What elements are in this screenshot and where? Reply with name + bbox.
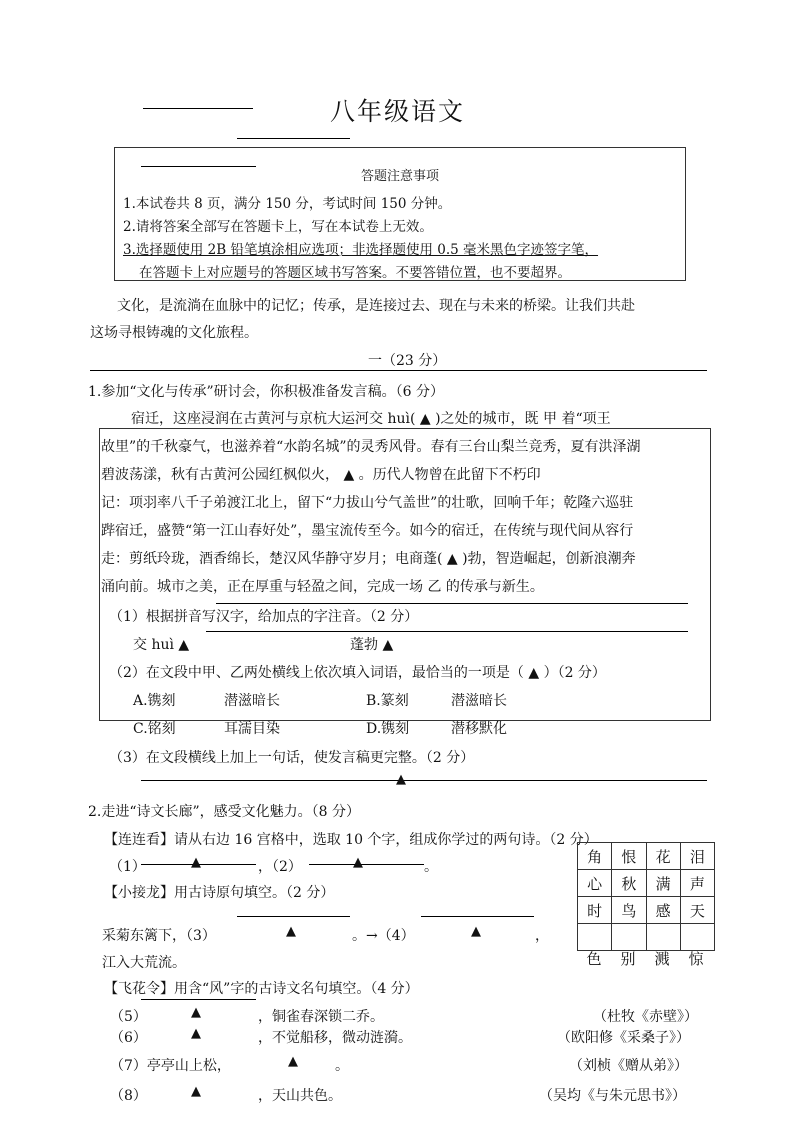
grid-cell <box>680 924 714 951</box>
grid-cell <box>578 924 612 951</box>
q1-sub2: （2）在文段中甲、乙两处横线上依次填入词语，最恰当的一项是（ ▲ ）（2 分） <box>109 665 606 681</box>
passage-line: 涌向前。城市之美，正在厚重与轻盈之间，完成一场 乙 的传承与新生。 <box>101 579 544 595</box>
grid-cell: 惊 <box>688 950 704 968</box>
answer-marker: ▲ <box>191 1026 201 1041</box>
feihua-text: ，不觉船移，微动涟漪。 <box>258 1030 412 1046</box>
notice-item: 3.选择题使用 2B 铅笔填涂相应选项；非选择题使用 0.5 毫米黑色字迹签字笔， <box>123 242 599 258</box>
section-heading: 一（23 分） <box>368 353 447 369</box>
grid-cell: 溅 <box>654 950 670 968</box>
answer-marker: ▲ <box>191 1084 201 1099</box>
intro-line: 这场寻根铸魂的文化旅程。 <box>90 325 258 341</box>
feihualing-prompt: 【飞花令】用含“风”字的古诗文名句填空。（4 分） <box>104 981 419 997</box>
grid-cell: 秋 <box>612 870 646 897</box>
grid-cell <box>612 924 646 951</box>
passage-line: 碧波荡漾，秋有古黄河公园红枫似火， ▲ 。历代人物曾在此留下不朽印 <box>101 467 541 483</box>
grid-cell: 角 <box>578 843 612 870</box>
intro-line: 文化，是流淌在血脉中的记忆；传承，是连接过去、现在与未来的桥梁。让我们共赴 <box>117 298 635 314</box>
feihua-text: ，天山共色。 <box>258 1088 342 1104</box>
notice-box <box>114 147 686 281</box>
passage-line: 跸宿迁，盛赞“第一江山春好处”，墨宝流传至今。如今的宿迁，在传统与现代间从容行 <box>101 523 634 539</box>
grid-cell: 心 <box>578 870 612 897</box>
jielong-prompt: 【小接龙】用古诗原句填空。（2 分） <box>104 885 335 901</box>
header-rule-under <box>237 138 350 139</box>
feihua-num: （6） <box>110 1030 147 1046</box>
passage-line: 记：项羽率八千子弟渡江北上，留下“力拔山兮气盖世”的壮歌，回响千年；乾隆六巡驻 <box>101 495 634 511</box>
notice-item: 2.请将答案全部写在答题卡上，写在本试卷上无效。 <box>123 219 433 235</box>
grid-cell: 感 <box>646 897 680 924</box>
option-d: D.镌刻 <box>366 721 410 737</box>
q1-sub1: （1）根据拼音写汉字，给加点的字注音。（2 分） <box>109 609 419 625</box>
option-a-text: 潜滋暗长 <box>224 693 280 709</box>
blank-label: ，（2） <box>258 859 302 875</box>
passage-line: 宿迁，这座浸润在古黄河与京杭大运河交 huì( ▲ )之处的城市，既 甲 着“项王 <box>131 411 611 427</box>
answer-marker: ▲ <box>353 855 363 870</box>
character-grid <box>577 842 715 951</box>
jielong-line: ， <box>535 928 549 944</box>
answer-rule <box>141 780 707 781</box>
feihua-num: （7）亭亭山上松， <box>110 1058 231 1074</box>
option-c-text: 耳濡目染 <box>224 721 280 737</box>
grid-bottom-row <box>577 948 715 969</box>
answer-rule <box>206 631 688 632</box>
feihua-num: （8） <box>110 1088 147 1104</box>
lianlian-prompt: 【连连看】请从右边 16 宫格中，选取 10 个字，组成你学过的两句诗。（2 分） <box>104 832 598 848</box>
grid-cell <box>646 924 680 951</box>
page-title: 八年级语文 <box>330 97 466 126</box>
feihua-text: ，铜雀春深锁二乔。 <box>258 1009 384 1025</box>
q1-stem: 1.参加“文化与传承”研讨会，你积极准备发言稿。（6 分） <box>88 384 445 400</box>
feihua-cite: （杜牧《赤壁》） <box>593 1009 698 1025</box>
feihua-cite: （吴均《与朱元思书》） <box>539 1088 686 1104</box>
grid-cell: 时 <box>578 897 612 924</box>
answer-rule <box>141 999 256 1000</box>
option-a: A.镌刻 <box>133 693 176 709</box>
grid-cell: 恨 <box>612 843 646 870</box>
option-b: B.篆刻 <box>366 693 409 709</box>
answer-rule <box>309 864 424 865</box>
blank-label: 。 <box>424 859 438 875</box>
grid-cell: 鸟 <box>612 897 646 924</box>
feihua-text: 。 <box>335 1058 349 1074</box>
header-rule-left <box>143 108 253 109</box>
feihua-cite: （欧阳修《采桑子》） <box>557 1030 690 1046</box>
answer-rule <box>421 916 534 917</box>
grid-cell: 天 <box>680 897 714 924</box>
grid-cell: 声 <box>680 870 714 897</box>
option-d-text: 潜移默化 <box>451 721 507 737</box>
answer-rule <box>216 603 688 604</box>
blank-label: （1） <box>109 859 146 875</box>
grid-cell: 满 <box>646 870 680 897</box>
feihua-num: （5） <box>110 1009 147 1025</box>
grid-cell: 花 <box>646 843 680 870</box>
option-c: C.铭刻 <box>133 721 176 737</box>
q1-sub1-a: 交 huì ▲ <box>133 637 190 653</box>
notice-item: 1.本试卷共 8 页，满分 150 分，考试时间 150 分钟。 <box>123 196 452 212</box>
q2-stem: 2.走进“诗文长廊”，感受文化魅力。（8 分） <box>88 804 361 820</box>
q1-sub1-b: 蓬勃 ▲ <box>350 637 394 653</box>
passage-line: 故里”的千秋豪气，也滋养着“水韵名城”的灵秀风骨。春有三台山梨兰竞秀，夏有洪泽湖 <box>101 439 641 455</box>
jielong-line: 江入大荒流。 <box>102 955 186 971</box>
answer-marker: ▲ <box>191 855 201 870</box>
jielong-line: 采菊东篱下，（3） <box>102 928 216 944</box>
grid-cell: 泪 <box>680 843 714 870</box>
section-rule <box>90 370 707 371</box>
q1-sub3: （3）在文段横线上加上一句话，使发言稿更完整。（2 分） <box>109 750 475 766</box>
notice-heading: 答题注意事项 <box>360 169 439 184</box>
answer-rule <box>237 916 350 917</box>
option-b-text: 潜滋暗长 <box>451 693 507 709</box>
feihua-cite: （刘桢《赠从弟》） <box>569 1058 688 1074</box>
passage-line: 走：剪纸玲珑，酒香绵长，楚汉风华静守岁月；电商蓬( ▲ )勃，智造崛起，创新浪潮奔 <box>101 551 636 567</box>
answer-marker: ▲ <box>396 772 406 787</box>
answer-marker: ▲ <box>286 924 296 939</box>
answer-marker: ▲ <box>288 1054 298 1069</box>
notice-item: 在答题卡上对应题号的答题区域书写答案。不要答错位置，也不要超界。 <box>139 265 571 281</box>
answer-marker: ▲ <box>191 1005 201 1020</box>
grid-cell: 色 <box>586 950 602 968</box>
jielong-line: 。→（4） <box>352 928 415 944</box>
answer-marker: ▲ <box>471 924 481 939</box>
grid-cell: 别 <box>620 950 636 968</box>
